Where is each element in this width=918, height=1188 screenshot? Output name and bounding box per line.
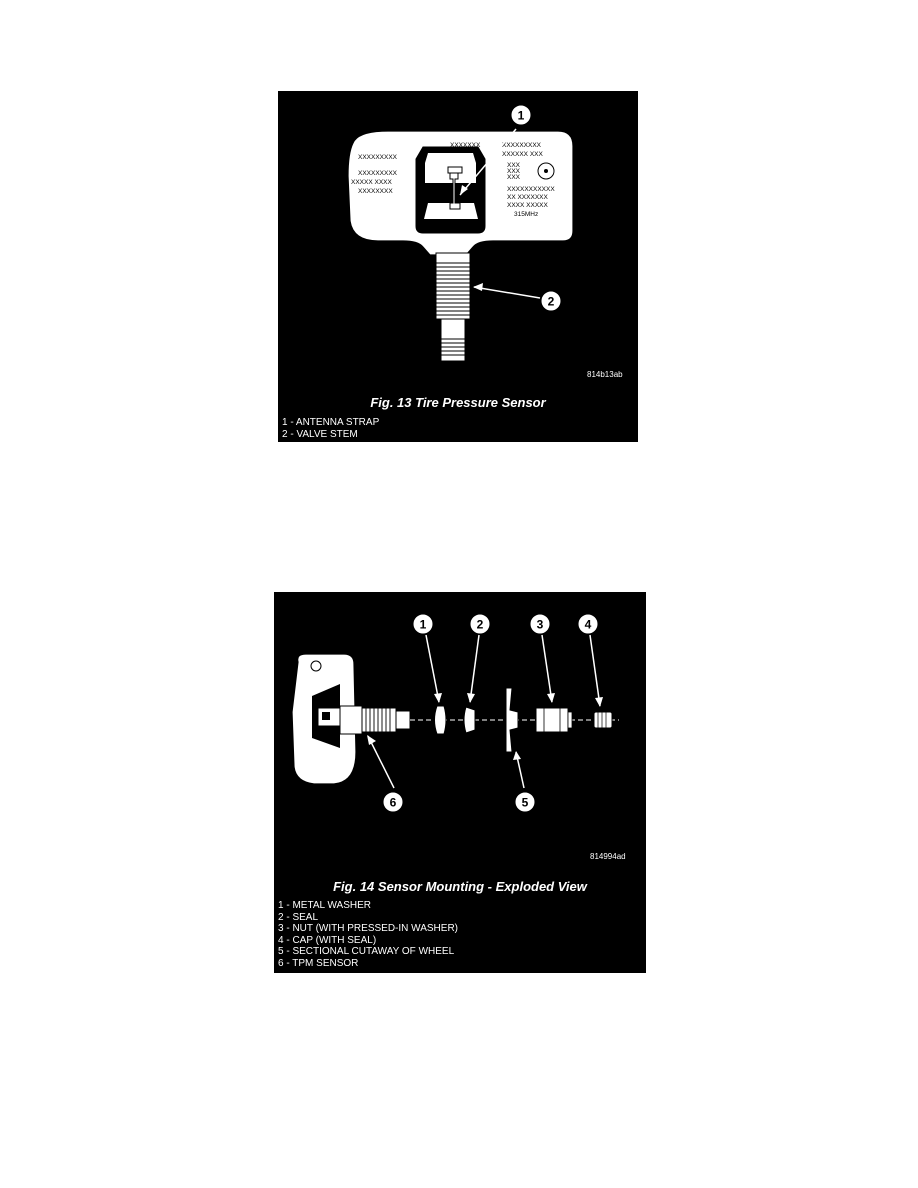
callout-6 (383, 792, 403, 812)
callout-3-number: 3 (536, 617, 544, 632)
legend-item: 4 - CAP (WITH SEAL) (278, 934, 377, 946)
figure-reference-code: 814994ad (590, 852, 626, 861)
sensor-mounting-exploded-illustration (274, 592, 646, 842)
callout-2-arrow-icon (473, 283, 483, 291)
sensor-text-12: XX XXXXXXX (507, 194, 548, 201)
callout-1-number: 1 (419, 617, 427, 632)
seal (464, 707, 475, 733)
legend-item: 6 - TPM SENSOR (278, 957, 359, 969)
sensor-text-6: XXXXXXXXX (502, 142, 542, 149)
cap (594, 712, 612, 728)
metal-washer (435, 706, 447, 734)
callout-2 (470, 614, 490, 634)
callout-4-number: 4 (584, 617, 592, 632)
figure-13-tire-pressure-sensor (278, 91, 638, 442)
sensor-marker-dot (544, 169, 548, 173)
callout-5 (515, 792, 535, 812)
figure-reference-code: 814b13ab (587, 370, 623, 379)
legend-item: 2 - SEAL (278, 911, 319, 923)
callout-3 (530, 614, 550, 634)
legend-item: 2 - VALVE STEM (282, 428, 358, 440)
legend-item: 3 - NUT (WITH PRESSED-IN WASHER) (278, 923, 459, 934)
sensor-text-8: XXX (507, 162, 521, 169)
figure-caption: Fig. 13 Tire Pressure Sensor (370, 395, 546, 410)
callout-2-number: 2 (476, 617, 484, 632)
sensor-text-9: XXX (507, 168, 521, 175)
callout-1-number: 1 (517, 108, 525, 123)
callout-2-leader (474, 287, 540, 298)
legend-item: 1 - ANTENNA STRAP (282, 417, 380, 428)
callout-1 (413, 614, 433, 634)
sensor-text-4: XXXXX XXXX (351, 179, 392, 186)
callout-5-number: 5 (521, 795, 529, 810)
antenna-strap-top (448, 167, 462, 173)
figure-caption: Fig. 14 Sensor Mounting - Exploded View (333, 879, 587, 894)
sensor-text-14: 315MHz (514, 211, 539, 218)
figure-legend (278, 900, 458, 969)
tpm-sensor-detail (322, 712, 330, 720)
callout-4 (578, 614, 598, 634)
sensor-text-11: XXXXXXXXXXX (507, 186, 555, 193)
callout-2-number: 2 (547, 294, 555, 309)
legend-item: 1 - METAL WASHER (278, 900, 371, 911)
figure-legend (282, 417, 379, 440)
callout-6-number: 6 (389, 795, 397, 810)
figure-14-sensor-mounting (274, 592, 646, 973)
nut (536, 708, 572, 732)
sensor-text-1: XXXXXXX (450, 142, 481, 149)
sensor-text-13: XXXX XXXXX (507, 202, 548, 209)
callout-1 (511, 105, 531, 125)
legend-item: 5 - SECTIONAL CUTAWAY OF WHEEL (278, 946, 455, 957)
sensor-text-3: XXXXXXXXX (358, 170, 398, 177)
sensor-text-2: XXXXXXXXX (358, 154, 398, 161)
tpm-valve-stem (340, 706, 410, 734)
valve-stem (436, 253, 470, 361)
sensor-text-7: XXXXXX XXX (502, 151, 543, 158)
wheel-cutaway (506, 688, 518, 752)
sensor-text-5: XXXXXXXX (358, 188, 393, 195)
callout-2 (541, 291, 561, 311)
tpm-sensor-mount-hole (311, 661, 321, 671)
tire-pressure-sensor-illustration (278, 91, 638, 391)
sensor-text-10: XXX (507, 174, 521, 181)
